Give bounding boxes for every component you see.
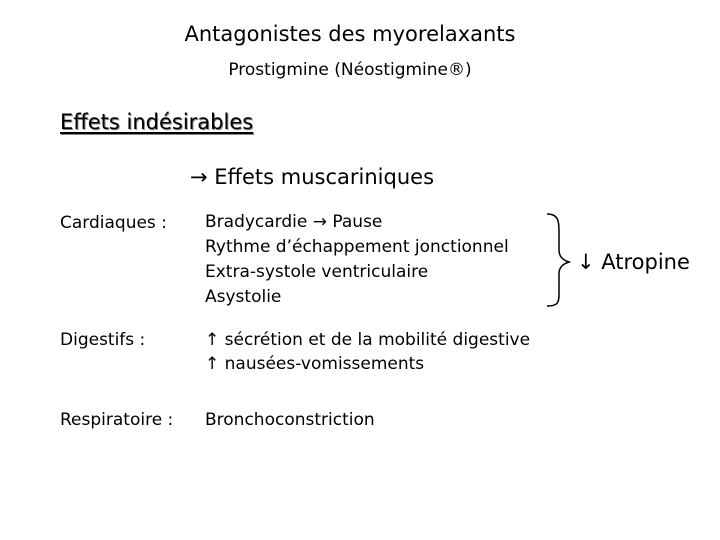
- list-item: ↑ sécrétion et de la mobilité digestive: [205, 330, 531, 350]
- list-item: Asystolie: [205, 287, 282, 307]
- group-label-respiratoire: Respiratoire :: [60, 410, 174, 430]
- list-item: Bronchoconstriction: [205, 410, 375, 430]
- group-label-digestifs: Digestifs :: [60, 330, 146, 350]
- curly-brace-icon: [535, 210, 575, 310]
- section-heading: Effets indésirables: [60, 110, 254, 134]
- list-item: Extra-systole ventriculaire: [205, 262, 429, 282]
- list-item: ↑ nausées-vomissements: [205, 354, 425, 374]
- page-title: Antagonistes des myorelaxants: [184, 22, 516, 46]
- group-label-cardiaques: Cardiaques :: [60, 213, 167, 233]
- list-item: Rythme d’échappement jonctionnel: [205, 237, 509, 257]
- page-subtitle: Prostigmine (Néostigmine®): [228, 60, 472, 80]
- list-item: Bradycardie → Pause: [205, 212, 383, 232]
- section-subheading: → Effets muscariniques: [190, 165, 435, 189]
- treatment-label: ↓ Atropine: [577, 250, 690, 274]
